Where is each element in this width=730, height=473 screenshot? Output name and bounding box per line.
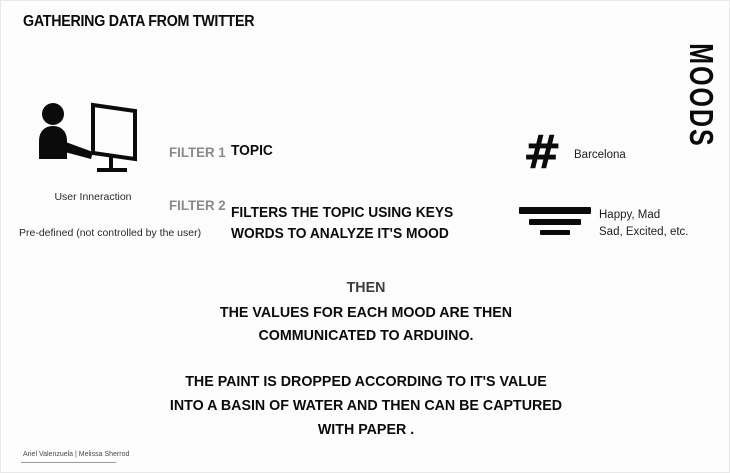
credit-divider	[21, 462, 116, 463]
filter-line-3	[540, 230, 570, 235]
credit-text: Ariel Valenzuela | Melissa Sherrod	[23, 451, 130, 458]
statement-paint-line-1: THE PAINT IS DROPPED ACCORDING TO IT'S VALUE	[185, 373, 547, 390]
hashtag-value: Barcelona	[574, 149, 626, 161]
person-at-monitor-icon	[31, 97, 151, 182]
statement-paint-line-3: WITH PAPER .	[317, 421, 415, 438]
mood-examples-line-2: Sad, Excited, etc.	[599, 226, 689, 238]
filter-line-2	[529, 219, 581, 225]
filter-2-value-line-2: WORDS TO ANALYZE IT'S MOOD	[231, 226, 449, 242]
statement-arduino-line-1: THE VALUES FOR EACH MOOD ARE THEN	[219, 304, 513, 321]
hashtag-icon: #	[523, 125, 562, 179]
statement-arduino	[19, 301, 713, 347]
then-label: THEN	[346, 279, 386, 296]
illustration-caption: User Inneraction	[54, 191, 132, 203]
predefined-note: Pre-defined (not controlled by the user)	[19, 227, 202, 239]
filter-lines-icon	[519, 207, 591, 241]
filter-1-value: TOPIC	[231, 143, 273, 159]
filter-1-label: FILTER 1	[169, 144, 226, 160]
filter-2-value-line-1: FILTERS THE TOPIC USING KEYS	[231, 205, 454, 221]
moods-side-label	[677, 15, 723, 150]
mood-examples	[599, 207, 709, 241]
statement-paint-line-2: INTO A BASIN OF WATER AND THEN CAN BE CAPTURED	[169, 397, 563, 414]
filter-2-label: FILTER 2	[169, 197, 226, 213]
filter-line-1	[519, 207, 591, 214]
moods-side-label-text: MOODS	[681, 43, 720, 148]
statement-paint	[19, 370, 713, 442]
filter-2-value	[231, 203, 478, 245]
mood-examples-line-1: Happy, Mad	[599, 209, 661, 221]
statement-arduino-line-2: COMMUNICATED TO ARDUINO.	[258, 327, 474, 344]
page-title: GATHERING DATA FROM TWITTER	[23, 13, 255, 30]
